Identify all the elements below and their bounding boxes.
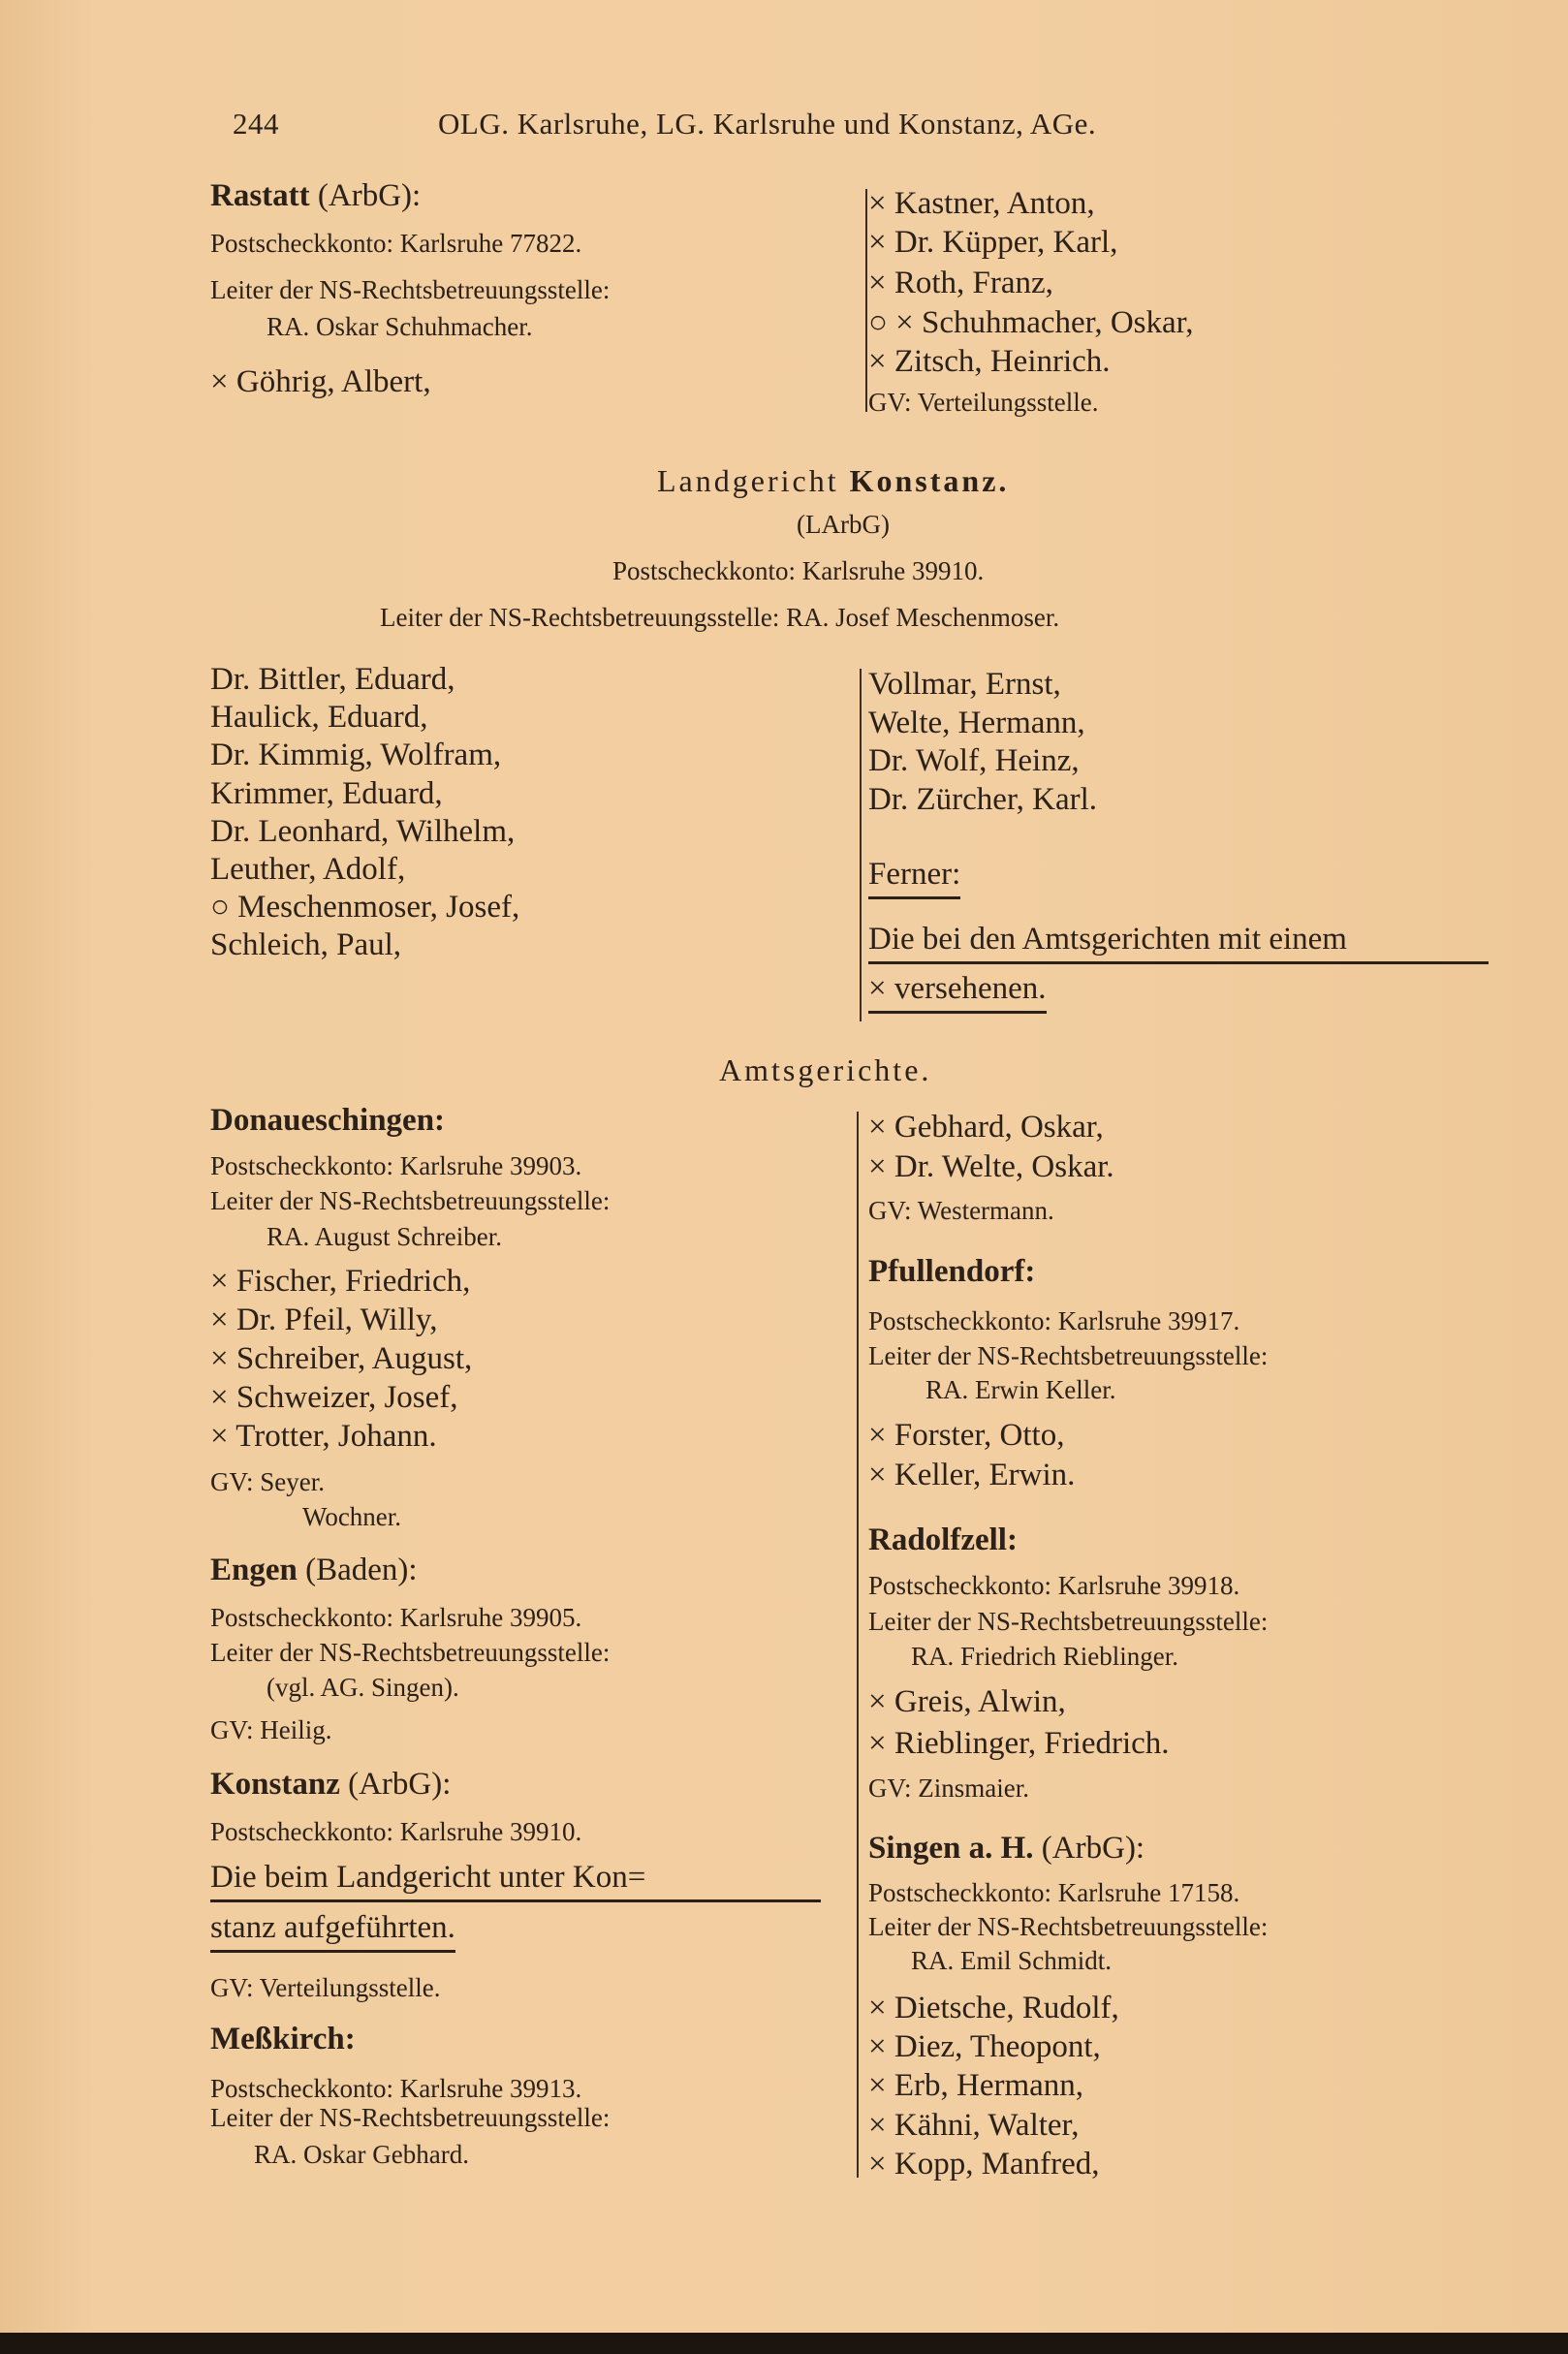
landgericht-sub bbox=[797, 512, 890, 538]
landgericht-title-suffix: Konstanz. bbox=[849, 463, 1010, 498]
leiter-name-text: RA. Oskar Schuhmacher. bbox=[267, 312, 533, 341]
scan-edge bbox=[0, 2333, 1568, 2354]
gv-line-text: GV: Heilig. bbox=[210, 1715, 332, 1744]
leiter-line bbox=[210, 2105, 610, 2131]
member-name-text: Dr. Kimmig, Wolfram, bbox=[210, 738, 502, 773]
konstanz-note-text: stanz aufgeführten. bbox=[210, 1910, 455, 1945]
leiter-name bbox=[267, 314, 532, 340]
postscheck-line-text: Postscheckkonto: Karlsruhe 39905. bbox=[210, 1603, 582, 1632]
section-heading-text: Konstanz bbox=[210, 1767, 340, 1802]
column-divider bbox=[860, 669, 862, 1021]
member-name bbox=[210, 664, 455, 696]
member-name-text: × Schweizer, Josef, bbox=[210, 1380, 458, 1415]
member-name-text: × Diez, Theopont, bbox=[868, 2029, 1101, 2065]
running-title bbox=[438, 109, 1096, 139]
member-name-text: × Kähni, Walter, bbox=[868, 2107, 1080, 2143]
leiter-name bbox=[267, 1675, 459, 1701]
member-name-text: Dr. Zürcher, Karl. bbox=[868, 781, 1097, 817]
postscheck-line-text: Postscheckkonto: Karlsruhe 39918. bbox=[868, 1571, 1240, 1600]
member-name bbox=[868, 1459, 1075, 1491]
member-name bbox=[868, 1420, 1064, 1452]
landgericht-title bbox=[657, 465, 1009, 496]
member-name bbox=[210, 854, 405, 886]
member-name bbox=[210, 739, 501, 771]
member-name-text: Welte, Hermann, bbox=[868, 705, 1085, 740]
member-name-text: Krimmer, Eduard, bbox=[210, 775, 443, 811]
member-name-text: Vollmar, Ernst, bbox=[868, 667, 1061, 702]
section-heading-text: Donaueschingen: bbox=[210, 1103, 446, 1138]
leiter-line bbox=[868, 1343, 1268, 1369]
leiter-line-text: Leiter der NS-Rechtsbetreuungsstelle: RA. Josef Meschenmoser. bbox=[380, 603, 1060, 632]
konstanz-note bbox=[210, 1862, 821, 1902]
leiter-line bbox=[380, 605, 1059, 631]
amtsgerichte-title-text: Amtsgerichte. bbox=[719, 1052, 932, 1087]
leiter-line bbox=[210, 1640, 610, 1666]
section-heading bbox=[868, 1833, 1145, 1865]
postscheck-line bbox=[868, 1573, 1239, 1599]
member-name bbox=[868, 346, 1111, 378]
member-name-text: × Schreiber, August, bbox=[210, 1341, 473, 1376]
leiter-line bbox=[210, 277, 610, 303]
member-name-text: Dr. Leonhard, Wilhelm, bbox=[210, 813, 516, 849]
member-name-text: Schleich, Paul, bbox=[210, 927, 402, 963]
leiter-name bbox=[925, 1377, 1115, 1403]
member-name bbox=[210, 813, 516, 849]
leiter-line-text: Leiter der NS-Rechtsbetreuungsstelle: bbox=[868, 1912, 1269, 1941]
member-name bbox=[210, 1266, 470, 1298]
member-name-text: × Forster, Otto, bbox=[868, 1418, 1065, 1453]
leiter-line-text: Leiter der NS-Rechtsbetreuungsstelle: bbox=[210, 275, 611, 304]
gv-line-text: GV: Verteilungsstelle. bbox=[210, 1973, 441, 2002]
section-heading-text: Pfullendorf: bbox=[868, 1254, 1036, 1289]
postscheck-line bbox=[612, 558, 984, 584]
member-name-text: Haulick, Eduard, bbox=[210, 700, 428, 736]
ferner-note bbox=[868, 924, 1489, 964]
postscheck-line bbox=[210, 2076, 581, 2102]
leiter-line bbox=[210, 1188, 610, 1214]
member-name-text: × Greis, Alwin, bbox=[868, 1684, 1066, 1719]
gv-line-text: GV: Westermann. bbox=[868, 1196, 1054, 1225]
member-name-text: Dr. Wolf, Heinz, bbox=[868, 743, 1080, 778]
ferner-label bbox=[868, 859, 960, 899]
landgericht-title-text: Landgericht bbox=[657, 463, 850, 498]
member-name-text: × Roth, Franz, bbox=[868, 266, 1053, 300]
page-number bbox=[233, 109, 279, 139]
member-name-text: × Kastner, Anton, bbox=[868, 186, 1095, 221]
member-name-text: × Dr. Küpper, Karl, bbox=[868, 225, 1118, 260]
section-heading bbox=[210, 1105, 445, 1137]
member-name-text: × Gebhard, Oskar, bbox=[868, 1110, 1104, 1145]
section-heading bbox=[210, 2024, 356, 2056]
postscheck-line bbox=[210, 1153, 581, 1179]
leiter-name-text: RA. August Schreiber. bbox=[267, 1222, 502, 1251]
section-heading bbox=[868, 1524, 1018, 1556]
postscheck-line bbox=[868, 1308, 1239, 1334]
member-name bbox=[868, 188, 1095, 220]
postscheck-line bbox=[210, 231, 581, 257]
member-name-text: × Fischer, Friedrich, bbox=[210, 1264, 471, 1299]
member-name bbox=[868, 2070, 1083, 2102]
section-heading-suffix: (ArbG): bbox=[309, 178, 422, 213]
section-heading-text: Singen a. H. bbox=[868, 1831, 1034, 1866]
section-heading-text: Radolfzell: bbox=[868, 1522, 1018, 1557]
leiter-name-text: (vgl. AG. Singen). bbox=[267, 1673, 459, 1702]
leiter-line-text: Leiter der NS-Rechtsbetreuungsstelle: bbox=[868, 1607, 1269, 1636]
leiter-line-text: Leiter der NS-Rechtsbetreuungsstelle: bbox=[210, 2103, 611, 2132]
ferner-label-text: Ferner: bbox=[868, 857, 961, 892]
column-divider bbox=[865, 189, 867, 412]
ferner-note-text: Die bei den Amtsgerichten mit einem bbox=[868, 922, 1347, 957]
member-name-text: × Dr. Pfeil, Willy, bbox=[210, 1303, 438, 1337]
section-heading bbox=[868, 1256, 1035, 1288]
section-heading bbox=[210, 1769, 451, 1801]
postscheck-line-text: Postscheckkonto: Karlsruhe 39913. bbox=[210, 2074, 582, 2103]
member-name-text: × Dietsche, Rudolf, bbox=[868, 1991, 1119, 2025]
section-heading bbox=[210, 1554, 418, 1586]
member-name bbox=[868, 1112, 1104, 1144]
ferner-note bbox=[868, 973, 1047, 1014]
gv-line-text: Wochner. bbox=[302, 1502, 402, 1531]
member-name bbox=[210, 1304, 438, 1336]
member-name bbox=[868, 1993, 1119, 2024]
member-name-text: ○ Meschenmoser, Josef, bbox=[210, 890, 520, 926]
member-name-text: × Keller, Erwin. bbox=[868, 1458, 1076, 1492]
section-heading-suffix: (ArbG): bbox=[339, 1767, 452, 1802]
section-heading-text: Rastatt bbox=[210, 178, 310, 213]
section-heading-suffix: (Baden): bbox=[297, 1553, 418, 1587]
member-name bbox=[868, 781, 1097, 817]
member-name-text: Dr. Bittler, Eduard, bbox=[210, 662, 455, 697]
running-title-text: OLG. Karlsruhe, LG. Karlsruhe und Konstanz, AGe. bbox=[438, 107, 1097, 141]
member-name bbox=[210, 775, 443, 811]
member-name-text: Leuther, Adolf, bbox=[210, 852, 406, 887]
page-number-text: 244 bbox=[233, 107, 279, 141]
postscheck-line bbox=[210, 1605, 581, 1631]
member-name-text: × Erb, Hermann, bbox=[868, 2068, 1084, 2104]
member-name bbox=[868, 267, 1053, 299]
konstanz-note bbox=[210, 1912, 455, 1953]
member-name bbox=[868, 1686, 1066, 1718]
member-name bbox=[210, 929, 401, 961]
postscheck-line-text: Postscheckkonto: Karlsruhe 17158. bbox=[868, 1878, 1240, 1907]
gv-line bbox=[302, 1504, 401, 1530]
leiter-name-text: RA. Friedrich Rieblinger. bbox=[911, 1642, 1178, 1671]
postscheck-line-text: Postscheckkonto: Karlsruhe 39910. bbox=[210, 1817, 582, 1846]
member-name bbox=[210, 1343, 472, 1375]
member-name bbox=[210, 892, 519, 924]
gv-line bbox=[210, 1975, 440, 2001]
member-name bbox=[868, 307, 1194, 339]
column-divider bbox=[857, 1112, 859, 2178]
member-name bbox=[868, 2146, 1100, 2181]
member-name bbox=[868, 1151, 1114, 1183]
member-name bbox=[868, 227, 1117, 259]
member-name-text: × Trotter, Johann. bbox=[210, 1419, 437, 1454]
gv-line bbox=[868, 1198, 1054, 1224]
postscheck-line-text: Postscheckkonto: Karlsruhe 39917. bbox=[868, 1306, 1240, 1335]
member-name bbox=[868, 2031, 1101, 2063]
member-name bbox=[210, 702, 428, 734]
postscheck-line-text: Postscheckkonto: Karlsruhe 77822. bbox=[210, 229, 582, 258]
member-name bbox=[868, 745, 1080, 777]
leiter-name-text: RA. Emil Schmidt. bbox=[911, 1946, 1113, 1975]
postscheck-line-text: Postscheckkonto: Karlsruhe 39903. bbox=[210, 1151, 582, 1180]
leiter-name bbox=[911, 1948, 1112, 1974]
postscheck-line-text: Postscheckkonto: Karlsruhe 39910. bbox=[612, 556, 985, 585]
member-name-text: ○ × Schuhmacher, Oskar, bbox=[868, 305, 1194, 340]
section-heading bbox=[210, 180, 421, 212]
amtsgerichte-title bbox=[719, 1054, 931, 1085]
konstanz-note-text: Die beim Landgericht unter Kon= bbox=[210, 1860, 646, 1895]
leiter-line bbox=[868, 1914, 1268, 1940]
member-name-text: × Göhrig, Albert, bbox=[210, 364, 431, 399]
member-name bbox=[210, 1421, 437, 1453]
postscheck-line bbox=[210, 1819, 581, 1845]
member-name bbox=[868, 1728, 1170, 1760]
postscheck-line bbox=[868, 1880, 1239, 1906]
landgericht-sub-text: (LArbG) bbox=[797, 510, 890, 539]
leiter-line-text: Leiter der NS-Rechtsbetreuungsstelle: bbox=[868, 1341, 1269, 1370]
leiter-name-text: RA. Erwin Keller. bbox=[925, 1375, 1116, 1404]
section-heading-text: Meßkirch: bbox=[210, 2022, 356, 2056]
gv-line-text: GV: Zinsmaier. bbox=[868, 1773, 1029, 1803]
leiter-name-text: RA. Oskar Gebhard. bbox=[254, 2140, 469, 2169]
member-name-text: × Dr. Welte, Oskar. bbox=[868, 1149, 1114, 1184]
leiter-line bbox=[868, 1609, 1268, 1635]
leiter-name bbox=[254, 2142, 469, 2168]
member-name bbox=[868, 707, 1085, 739]
member-name bbox=[210, 366, 431, 398]
ferner-note-text: × versehenen. bbox=[868, 971, 1047, 1006]
leiter-line-text: Leiter der NS-Rechtsbetreuungsstelle: bbox=[210, 1638, 611, 1667]
gv-line-text: GV: Verteilungsstelle. bbox=[868, 388, 1099, 417]
gv-line bbox=[868, 1775, 1029, 1802]
member-name bbox=[210, 1382, 458, 1414]
member-name bbox=[868, 669, 1061, 701]
leiter-line-text: Leiter der NS-Rechtsbetreuungsstelle: bbox=[210, 1186, 611, 1215]
member-name bbox=[868, 2107, 1080, 2143]
member-name-text: × Zitsch, Heinrich. bbox=[868, 344, 1111, 379]
member-name-text: × Kopp, Manfred, bbox=[868, 2146, 1100, 2181]
gv-line bbox=[868, 390, 1098, 416]
section-heading-suffix: (ArbG): bbox=[1033, 1831, 1145, 1866]
leiter-name bbox=[267, 1224, 502, 1250]
leiter-name bbox=[911, 1644, 1178, 1670]
member-name-text: × Rieblinger, Friedrich. bbox=[868, 1726, 1170, 1761]
gv-line bbox=[210, 1469, 325, 1495]
section-heading-text: Engen bbox=[210, 1553, 298, 1587]
gv-line-text: GV: Seyer. bbox=[210, 1467, 325, 1496]
gv-line bbox=[210, 1717, 331, 1743]
